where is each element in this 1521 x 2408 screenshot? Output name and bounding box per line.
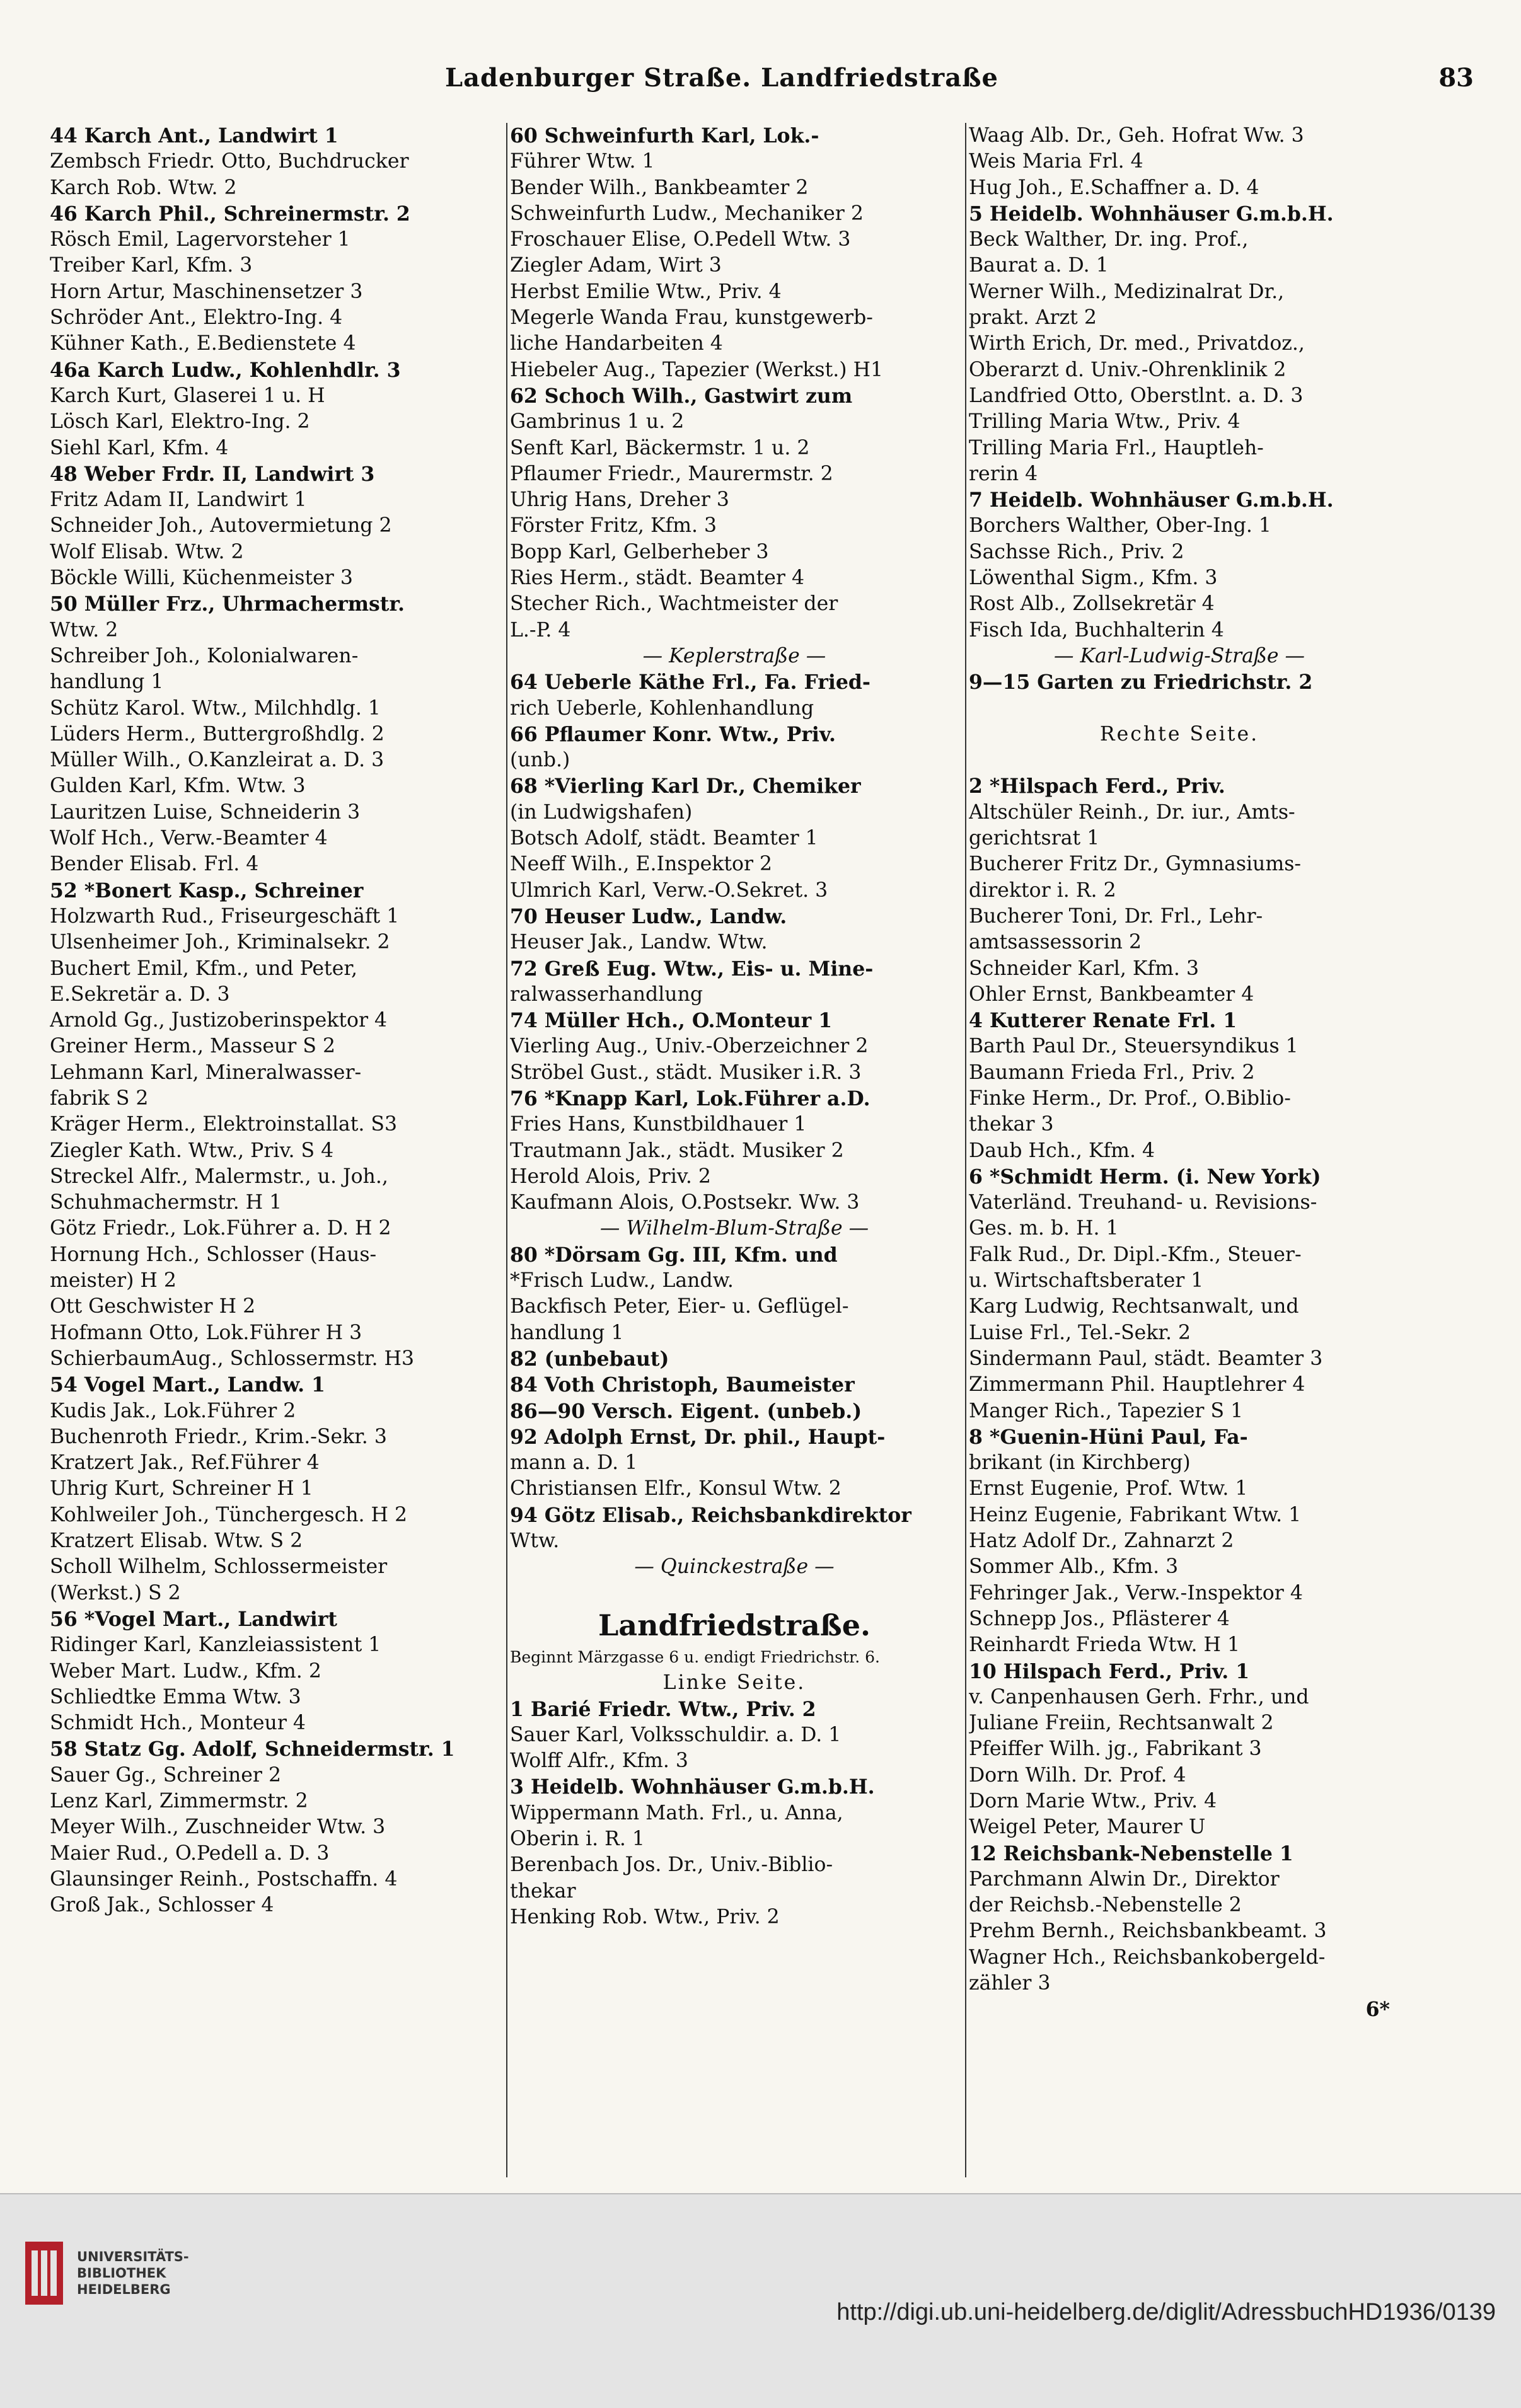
resident-entry: Ohler Ernst, Bankbeamter 4 — [969, 982, 1254, 1006]
resident-entry: Greiner Herm., Masseur S 2 — [50, 1035, 336, 1058]
resident-entry: Fries Hans, Kunstbildhauer 1 — [510, 1113, 807, 1136]
resident-entry: Götz Friedr., Lok.Führer a. D. H 2 — [50, 1217, 391, 1240]
house-entry: 84 Voth Christoph, Baumeister — [510, 1373, 855, 1397]
resident-entry: Schneider Karl, Kfm. 3 — [969, 957, 1199, 980]
side-heading: Linke Seite. — [662, 1671, 806, 1695]
resident-entry: Schneider Joh., Autovermietung 2 — [50, 514, 392, 538]
resident-entry: Heuser Jak., Landw. Wtw. — [510, 931, 768, 954]
resident-entry: Wolf Hch., Verw.-Beamter 4 — [50, 827, 328, 850]
resident-entry: Schweinfurth Ludw., Mechaniker 2 — [510, 202, 864, 225]
house-entry: 3 Heidelb. Wohnhäuser G.m.b.H. — [510, 1775, 875, 1799]
resident-entry: Trautmann Jak., städt. Musiker 2 — [510, 1139, 844, 1162]
resident-entry: Hiebeler Aug., Tapezier (Werkst.) H1 — [510, 358, 884, 381]
house-entry: 52 *Bonert Kasp., Schreiner — [50, 879, 364, 902]
resident-entry: Rösch Emil, Lagervorsteher 1 — [50, 228, 350, 251]
resident-entry: Dorn Marie Wtw., Priv. 4 — [969, 1790, 1217, 1812]
resident-entry: Scholl Wilhelm, Schlossermeister — [50, 1555, 388, 1579]
house-entry: 54 Vogel Mart., Landw. 1 — [50, 1373, 325, 1397]
house-entry: 58 Statz Gg. Adolf, Schneidermstr. 1 — [50, 1737, 455, 1761]
resident-entry: meister) H 2 — [50, 1269, 176, 1293]
resident-entry: Daub Hch., Kfm. 4 — [969, 1139, 1155, 1162]
resident-entry: Karch Rob. Wtw. 2 — [50, 176, 237, 199]
resident-entry: rerin 4 — [969, 462, 1038, 485]
viewer-footer — [0, 2193, 1521, 2408]
street-note: Beginnt Märzgasse 6 u. endigt Friedrichstr. 6. — [510, 1647, 880, 1666]
resident-entry: Führer Wtw. 1 — [510, 150, 655, 173]
resident-entry: rich Ueberle, Kohlenhandlung — [510, 696, 814, 720]
resident-entry: liche Handarbeiten 4 — [510, 332, 723, 355]
resident-entry: v. Canpenhausen Gerh. Frhr., und — [969, 1685, 1309, 1708]
resident-entry: Wolff Alfr., Kfm. 3 — [510, 1749, 688, 1773]
resident-entry: mann a. D. 1 — [510, 1451, 638, 1475]
resident-entry: brikant (in Kirchberg) — [969, 1451, 1191, 1475]
resident-entry: Weber Mart. Ludw., Kfm. 2 — [50, 1659, 321, 1683]
resident-entry: Henking Rob. Wtw., Priv. 2 — [510, 1905, 780, 1928]
resident-entry: Vierling Aug., Univ.-Oberzeichner 2 — [510, 1035, 869, 1058]
resident-entry: Neeff Wilh., E.Inspektor 2 — [510, 853, 773, 876]
resident-entry: Holzwarth Rud., Friseurgeschäft 1 — [50, 904, 400, 928]
resident-entry: Ott Geschwister H 2 — [50, 1295, 256, 1318]
resident-entry: Rost Alb., Zollsekretär 4 — [969, 592, 1215, 616]
resident-entry: E.Sekretär a. D. 3 — [50, 982, 230, 1006]
resident-entry: Buchenroth Friedr., Krim.-Sekr. 3 — [50, 1425, 387, 1448]
house-entry: 48 Weber Frdr. II, Landwirt 3 — [50, 462, 375, 486]
house-entry: 74 Müller Hch., O.Monteur 1 — [510, 1009, 833, 1033]
resident-entry: L.-P. 4 — [510, 618, 571, 642]
resident-entry: Schnepp Jos., Pflästerer 4 — [969, 1607, 1230, 1630]
page-number: 83 — [1438, 63, 1474, 93]
resident-entry: Sauer Karl, Volksschuldir. a. D. 1 — [510, 1723, 841, 1746]
house-entry: 50 Müller Frz., Uhrmachermstr. — [50, 592, 405, 616]
resident-entry: Barth Paul Dr., Steuersyndikus 1 — [969, 1035, 1298, 1058]
spacer — [510, 1581, 959, 1606]
resident-entry: Sommer Alb., Kfm. 3 — [969, 1555, 1179, 1579]
resident-entry: Böckle Willi, Küchenmeister 3 — [50, 567, 353, 590]
resident-entry: Zimmermann Phil. Hauptlehrer 4 — [969, 1373, 1305, 1397]
resident-entry: ralwasserhandlung — [510, 982, 703, 1006]
house-entry: 2 *Hilspach Ferd., Priv. — [969, 775, 1225, 798]
resident-entry: Fehringer Jak., Verw.-Inspektor 4 — [969, 1581, 1303, 1604]
cross-street-heading: — Karl-Ludwig-Straße — — [1053, 644, 1305, 667]
resident-entry: Trilling Maria Wtw., Priv. 4 — [969, 410, 1241, 434]
resident-entry: Landfried Otto, Oberstlnt. a. D. 3 — [969, 384, 1304, 407]
resident-entry: Sindermann Paul, städt. Beamter 3 — [969, 1347, 1323, 1370]
resident-entry: Botsch Adolf, städt. Beamter 1 — [510, 827, 818, 850]
house-entry: 92 Adolph Ernst, Dr. phil., Haupt- — [510, 1425, 886, 1449]
house-entry: 82 (unbebaut) — [510, 1347, 669, 1371]
resident-entry: Heinz Eugenie, Fabrikant Wtw. 1 — [969, 1503, 1302, 1526]
house-entry: 10 Hilspach Ferd., Priv. 1 — [969, 1659, 1250, 1683]
house-entry: 5 Heidelb. Wohnhäuser G.m.b.H. — [969, 202, 1334, 226]
house-entry: 80 *Dörsam Gg. III, Kfm. und — [510, 1243, 838, 1267]
resident-entry: Pflaumer Friedr., Maurermstr. 2 — [510, 462, 833, 485]
resident-entry: Megerle Wanda Frau, kunstgewerb- — [510, 306, 873, 330]
resident-entry: Kratzert Elisab. Wtw. S 2 — [50, 1529, 303, 1553]
resident-entry: Prehm Bernh., Reichsbankbeamt. 3 — [969, 1920, 1327, 1943]
house-entry: 12 Reichsbank-Nebenstelle 1 — [969, 1841, 1293, 1865]
resident-entry: Lösch Karl, Elektro-Ing. 2 — [50, 410, 310, 434]
cross-street-heading: — Quinckestraße — — [634, 1555, 835, 1579]
resident-entry: Löwenthal Sigm., Kfm. 3 — [969, 567, 1218, 590]
resident-entry: Trilling Maria Frl., Hauptleh- — [969, 436, 1264, 459]
house-entry: 60 Schweinfurth Karl, Lok.- — [510, 124, 819, 147]
resident-entry: handlung 1 — [510, 1321, 624, 1344]
house-entry: 70 Heuser Ludw., Landw. — [510, 904, 787, 928]
resident-entry: Senft Karl, Bäckermstr. 1 u. 2 — [510, 436, 810, 459]
resident-entry: Förster Fritz, Kfm. 3 — [510, 514, 717, 538]
resident-entry: thekar — [510, 1879, 576, 1903]
resident-entry: Berenbach Jos. Dr., Univ.-Biblio- — [510, 1853, 833, 1877]
house-entry: 94 Götz Elisab., Reichsbankdirektor — [510, 1503, 911, 1527]
house-entry: 72 Greß Eug. Wtw., Eis- u. Mine- — [510, 957, 874, 981]
resident-entry: Treiber Karl, Kfm. 3 — [50, 254, 253, 277]
resident-entry: Froschauer Elise, O.Pedell Wtw. 3 — [510, 228, 851, 251]
resident-entry: Ries Herm., städt. Beamter 4 — [510, 567, 804, 590]
resident-entry: Juliane Freiin, Rechtsanwalt 2 — [969, 1712, 1274, 1735]
directory-column-3 — [965, 123, 1396, 2177]
resident-entry: Beck Walther, Dr. ing. Prof., — [969, 228, 1249, 251]
house-entry: 86—90 Versch. Eigent. (unbeb.) — [510, 1399, 862, 1423]
resident-entry: Backfisch Peter, Eier- u. Geflügel- — [510, 1295, 849, 1318]
spacer — [969, 696, 1390, 722]
resident-entry: handlung 1 — [50, 671, 164, 694]
resident-entry: Hornung Hch., Schlosser (Haus- — [50, 1243, 377, 1266]
resident-entry: direktor i. R. 2 — [969, 879, 1116, 902]
house-entry: 46 Karch Phil., Schreinermstr. 2 — [50, 202, 410, 226]
house-entry: 62 Schoch Wilh., Gastwirt zum — [510, 384, 853, 408]
resident-entry: Schröder Ant., Elektro-Ing. 4 — [50, 306, 343, 330]
directory-columns — [47, 123, 1396, 2177]
resident-entry: Herold Alois, Priv. 2 — [510, 1165, 711, 1188]
side-heading: Rechte Seite. — [1099, 722, 1259, 746]
resident-entry: Siehl Karl, Kfm. 4 — [50, 436, 229, 459]
directory-column-2 — [506, 123, 965, 2177]
resident-entry: Horn Artur, Maschinensetzer 3 — [50, 280, 363, 303]
cross-street-heading: — Keplerstraße — — [642, 644, 826, 667]
resident-entry: Karg Ludwig, Rechtsanwalt, und — [969, 1295, 1299, 1318]
resident-entry: Ziegler Adam, Wirt 3 — [510, 254, 722, 277]
resident-entry: Baurat a. D. 1 — [969, 254, 1109, 277]
resident-entry: Lenz Karl, Zimmermstr. 2 — [50, 1790, 308, 1812]
resident-entry: Baumann Frieda Frl., Priv. 2 — [969, 1061, 1255, 1084]
resident-entry: Zembsch Friedr. Otto, Buchdrucker — [50, 150, 409, 173]
resident-entry: Maier Rud., O.Pedell a. D. 3 — [50, 1841, 330, 1865]
resident-entry: Fisch Ida, Buchhalterin 4 — [969, 618, 1224, 642]
resident-entry: Buchert Emil, Kfm., und Peter, — [50, 957, 357, 980]
resident-entry: Oberarzt d. Univ.-Ohrenklinik 2 — [969, 358, 1287, 381]
resident-entry: (Werkst.) S 2 — [50, 1581, 181, 1604]
resident-entry: Gulden Karl, Kfm. Wtw. 3 — [50, 775, 306, 798]
resident-entry: Glaunsinger Reinh., Postschaffn. 4 — [50, 1867, 398, 1891]
resident-entry: Finke Herm., Dr. Prof., O.Biblio- — [969, 1086, 1291, 1110]
resident-entry: *Frisch Ludw., Landw. — [510, 1269, 734, 1293]
resident-entry: Bucherer Toni, Dr. Frl., Lehr- — [969, 904, 1263, 928]
resident-entry: (unb.) — [510, 749, 570, 772]
resident-entry: Pfeiffer Wilh. jg., Fabrikant 3 — [969, 1737, 1262, 1761]
resident-entry: Lüders Herm., Buttergroßhdlg. 2 — [50, 722, 385, 746]
library-logo[interactable] — [25, 2242, 216, 2305]
resident-entry: Vaterländ. Treuhand- u. Revisions- — [969, 1191, 1317, 1214]
resident-entry: Ströbel Gust., städt. Musiker i.R. 3 — [510, 1061, 862, 1084]
resident-entry: prakt. Arzt 2 — [969, 306, 1097, 330]
resident-entry: Wtw. 2 — [50, 618, 119, 642]
resident-entry: Kühner Kath., E.Bedienstete 4 — [50, 332, 356, 355]
source-url-link[interactable]: http://digi.ub.uni-heidelberg.de/diglit/AdressbuchHD1936/0139 — [836, 2299, 1496, 2325]
resident-entry: Weigel Peter, Maurer U — [969, 1816, 1206, 1839]
house-entry: 68 *Vierling Karl Dr., Chemiker — [510, 775, 861, 798]
resident-entry: Schuhmachermstr. H 1 — [50, 1191, 282, 1214]
resident-entry: Waag Alb. Dr., Geh. Hofrat Ww. 3 — [969, 124, 1304, 147]
house-entry: 76 *Knapp Karl, Lok.Führer a.D. — [510, 1086, 870, 1110]
house-entry: 66 Pflaumer Konr. Wtw., Priv. — [510, 722, 836, 746]
resident-entry: Sachsse Rich., Priv. 2 — [969, 540, 1184, 563]
resident-entry: Groß Jak., Schlosser 4 — [50, 1894, 274, 1917]
resident-entry: Herbst Emilie Wtw., Priv. 4 — [510, 280, 782, 303]
resident-entry: Bopp Karl, Gelberheber 3 — [510, 540, 769, 563]
resident-entry: Kratzert Jak., Ref.Führer 4 — [50, 1451, 320, 1475]
resident-entry: Hug Joh., E.Schaffner a. D. 4 — [969, 176, 1259, 199]
resident-entry: u. Wirtschaftsberater 1 — [969, 1269, 1204, 1293]
resident-entry: Wolf Elisab. Wtw. 2 — [50, 540, 244, 563]
resident-entry: Kohlweiler Joh., Tünchergesch. H 2 — [50, 1503, 408, 1526]
resident-entry: Schmidt Hch., Monteur 4 — [50, 1712, 306, 1735]
directory-column-1 — [47, 123, 506, 2177]
house-entry: 9—15 Garten zu Friedrichstr. 2 — [969, 671, 1313, 694]
house-entry: 7 Heidelb. Wohnhäuser G.m.b.H. — [969, 488, 1334, 512]
resident-entry: der Reichsb.-Nebenstelle 2 — [969, 1894, 1242, 1917]
resident-entry: Ridinger Karl, Kanzleiassistent 1 — [50, 1633, 381, 1657]
resident-entry: Stecher Rich., Wachtmeister der — [510, 592, 838, 616]
resident-entry: Ulsenheimer Joh., Kriminalsekr. 2 — [50, 931, 390, 954]
resident-entry: Schreiber Joh., Kolonialwaren- — [50, 644, 359, 667]
running-title: Ladenburger Straße. Landfriedstraße — [445, 63, 998, 93]
resident-entry: Bender Elisab. Frl. 4 — [50, 853, 259, 876]
resident-entry: Bender Wilh., Bankbeamter 2 — [510, 176, 809, 199]
resident-entry: Hofmann Otto, Lok.Führer H 3 — [50, 1321, 362, 1344]
resident-entry: Altschüler Reinh., Dr. iur., Amts- — [969, 800, 1295, 824]
library-logo-icon — [25, 2242, 63, 2305]
resident-entry: Bucherer Fritz Dr., Gymnasiums- — [969, 853, 1302, 876]
house-entry: 46a Karch Ludw., Kohlenhdlr. 3 — [50, 358, 401, 382]
resident-entry: Kaufmann Alois, O.Postsekr. Ww. 3 — [510, 1191, 860, 1214]
resident-entry: Uhrig Hans, Dreher 3 — [510, 488, 729, 512]
resident-entry: Wirth Erich, Dr. med., Privatdoz., — [969, 332, 1305, 355]
resident-entry: Hatz Adolf Dr., Zahnarzt 2 — [969, 1529, 1234, 1553]
resident-entry: Wippermann Math. Frl., u. Anna, — [510, 1801, 843, 1824]
resident-entry: amtsassessorin 2 — [969, 931, 1142, 954]
house-entry: 4 Kutterer Renate Frl. 1 — [969, 1009, 1237, 1033]
street-title: Landfriedstraße. — [598, 1608, 871, 1642]
resident-entry: zähler 3 — [969, 1972, 1051, 1995]
resident-entry: Christiansen Elfr., Konsul Wtw. 2 — [510, 1477, 841, 1501]
resident-entry: Ges. m. b. H. 1 — [969, 1217, 1119, 1240]
resident-entry: Ziegler Kath. Wtw., Priv. S 4 — [50, 1139, 334, 1162]
house-entry: 6 *Schmidt Herm. (i. New York) — [969, 1165, 1321, 1189]
resident-entry: (in Ludwigshafen) — [510, 800, 693, 824]
house-entry: 44 Karch Ant., Landwirt 1 — [50, 124, 338, 147]
resident-entry: Weis Maria Frl. 4 — [969, 150, 1143, 173]
resident-entry: thekar 3 — [969, 1113, 1054, 1136]
resident-entry: Wtw. — [510, 1529, 560, 1553]
resident-entry: Schliedtke Emma Wtw. 3 — [50, 1685, 301, 1708]
house-entry: 64 Ueberle Käthe Frl., Fa. Fried- — [510, 671, 870, 694]
resident-entry: Ulmrich Karl, Verw.-O.Sekret. 3 — [510, 879, 828, 902]
resident-entry: Borchers Walther, Ober-Ing. 1 — [969, 514, 1271, 538]
resident-entry: Kudis Jak., Lok.Führer 2 — [50, 1399, 296, 1422]
resident-entry: Uhrig Kurt, Schreiner H 1 — [50, 1477, 313, 1501]
resident-entry: Fritz Adam II, Landwirt 1 — [50, 488, 307, 512]
resident-entry: Arnold Gg., Justizoberinspektor 4 — [50, 1009, 388, 1032]
resident-entry: Reinhardt Frieda Wtw. H 1 — [969, 1633, 1241, 1657]
resident-entry: Lauritzen Luise, Schneiderin 3 — [50, 800, 361, 824]
resident-entry: Gambrinus 1 u. 2 — [510, 410, 685, 434]
resident-entry: Sauer Gg., Schreiner 2 — [50, 1763, 282, 1787]
resident-entry: Manger Rich., Tapezier S 1 — [969, 1399, 1244, 1422]
resident-entry: fabrik S 2 — [50, 1086, 149, 1110]
resident-entry: Luise Frl., Tel.-Sekr. 2 — [969, 1321, 1191, 1344]
house-entry: 56 *Vogel Mart., Landwirt — [50, 1607, 337, 1631]
resident-entry: Parchmann Alwin Dr., Direktor — [969, 1867, 1280, 1891]
resident-entry: Oberin i. R. 1 — [510, 1828, 645, 1850]
resident-entry: Wagner Hch., Reichsbankobergeld- — [969, 1945, 1326, 1969]
resident-entry: Falk Rud., Dr. Dipl.-Kfm., Steuer- — [969, 1243, 1302, 1266]
signature-mark: 6* — [1365, 1998, 1390, 2022]
resident-entry: Werner Wilh., Medizinalrat Dr., — [969, 280, 1285, 303]
resident-entry: gerichtsrat 1 — [969, 827, 1100, 850]
house-entry: 8 *Guenin-Hüni Paul, Fa- — [969, 1425, 1248, 1449]
resident-entry: Müller Wilh., O.Kanzleirat a. D. 3 — [50, 749, 385, 772]
house-entry: 1 Barié Friedr. Wtw., Priv. 2 — [510, 1697, 816, 1721]
resident-entry: Streckel Alfr., Malermstr., u. Joh., — [50, 1165, 388, 1188]
resident-entry: Kräger Herm., Elektroinstallat. S3 — [50, 1113, 398, 1136]
resident-entry: Dorn Wilh. Dr. Prof. 4 — [969, 1763, 1186, 1787]
resident-entry: Ernst Eugenie, Prof. Wtw. 1 — [969, 1477, 1248, 1501]
resident-entry: Schütz Karol. Wtw., Milchhdlg. 1 — [50, 696, 381, 720]
resident-entry: Lehmann Karl, Mineralwasser- — [50, 1061, 362, 1084]
library-logo-text: UNIVERSITÄTS-BIBLIOTHEK HEIDELBERG — [77, 2249, 189, 2297]
resident-entry: SchierbaumAug., Schlossermstr. H3 — [50, 1347, 415, 1370]
resident-entry: Meyer Wilh., Zuschneider Wtw. 3 — [50, 1816, 386, 1839]
resident-entry: Karch Kurt, Glaserei 1 u. H — [50, 384, 325, 407]
spacer — [969, 747, 1390, 773]
cross-street-heading: — Wilhelm-Blum-Straße — — [599, 1217, 869, 1240]
